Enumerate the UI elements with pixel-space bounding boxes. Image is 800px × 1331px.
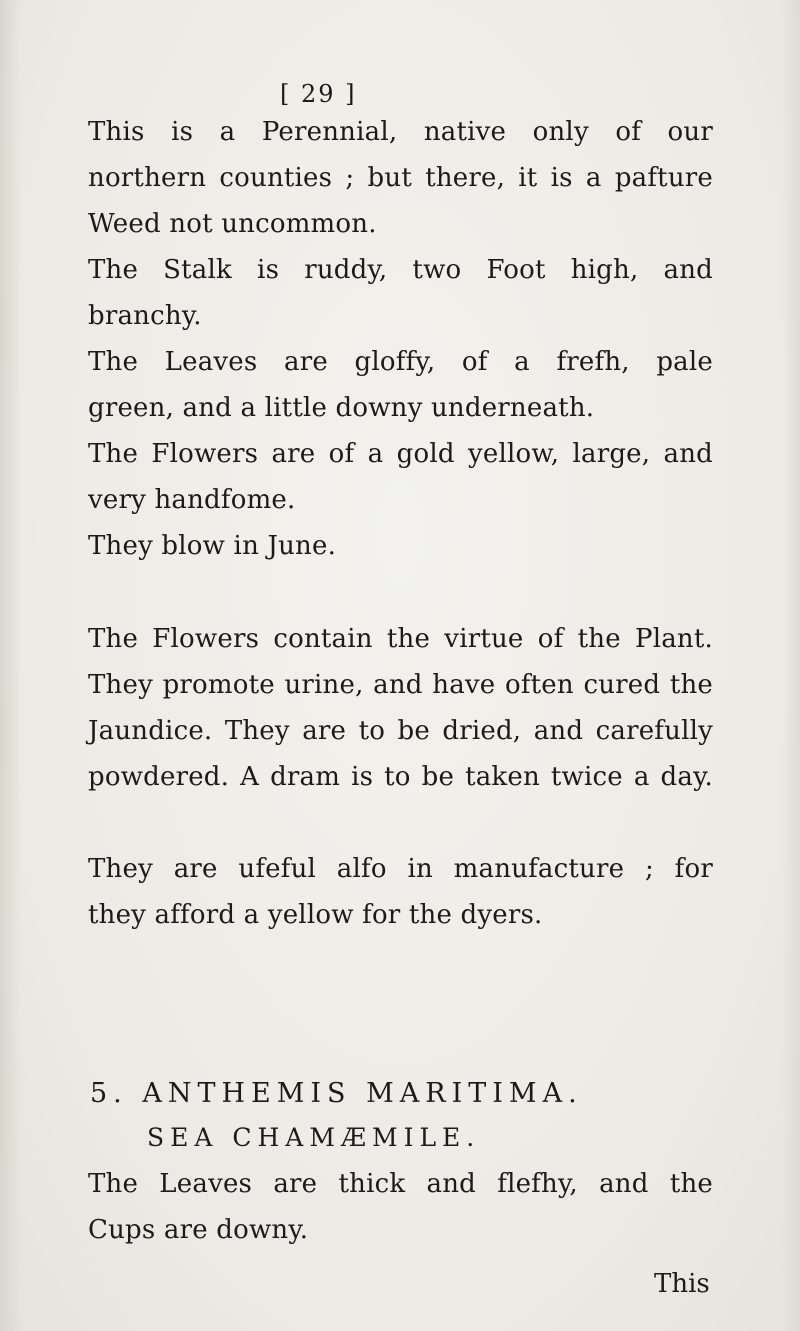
page-number-header: [ 29 ] bbox=[280, 80, 357, 108]
text-line: Cups are downy. bbox=[88, 1215, 309, 1245]
page-edge-right bbox=[782, 0, 800, 1331]
text-line: branchy. bbox=[88, 301, 202, 331]
section-title: 5. ANTHEMIS MARITIMA. bbox=[90, 1078, 583, 1109]
catchword: This bbox=[654, 1269, 710, 1299]
text-line: green, and a little downy underneath. bbox=[88, 393, 595, 423]
text-line: They promote urine, and have often cured the bbox=[88, 670, 713, 700]
text-line: This is a Perennial, native only of our bbox=[88, 117, 713, 147]
section-subtitle: SEA CHAMÆMILE. bbox=[147, 1123, 481, 1152]
text-line: The Leaves are thick and flefhy, and the bbox=[88, 1169, 713, 1199]
text-line: very handfome. bbox=[88, 485, 296, 515]
text-line: powdered. A dram is to be taken twice a day. bbox=[88, 762, 713, 792]
text-line: The Flowers arе of a gold yellow, large, and bbox=[88, 439, 713, 469]
text-line: The Leaves are gloffy, of a frefh, pale bbox=[88, 347, 713, 377]
text-line: The Flowers contain the virtue of the Plant. bbox=[88, 624, 713, 654]
page-edge-left bbox=[0, 0, 22, 1331]
text-line: they afford a yellow for the dyers. bbox=[88, 900, 543, 930]
text-line: The Stalk is ruddy, two Foot high, and bbox=[88, 255, 713, 285]
text-line: They blow in June. bbox=[88, 531, 337, 561]
text-line: They are ufeful alfo in manufacture ; for bbox=[88, 854, 713, 884]
text-line: Weed not uncommon. bbox=[88, 209, 377, 239]
text-line: northern counties ; but there, it is a pafture bbox=[88, 163, 713, 193]
text-line: Jaundice. They are to be dried, and carefully bbox=[88, 716, 713, 746]
